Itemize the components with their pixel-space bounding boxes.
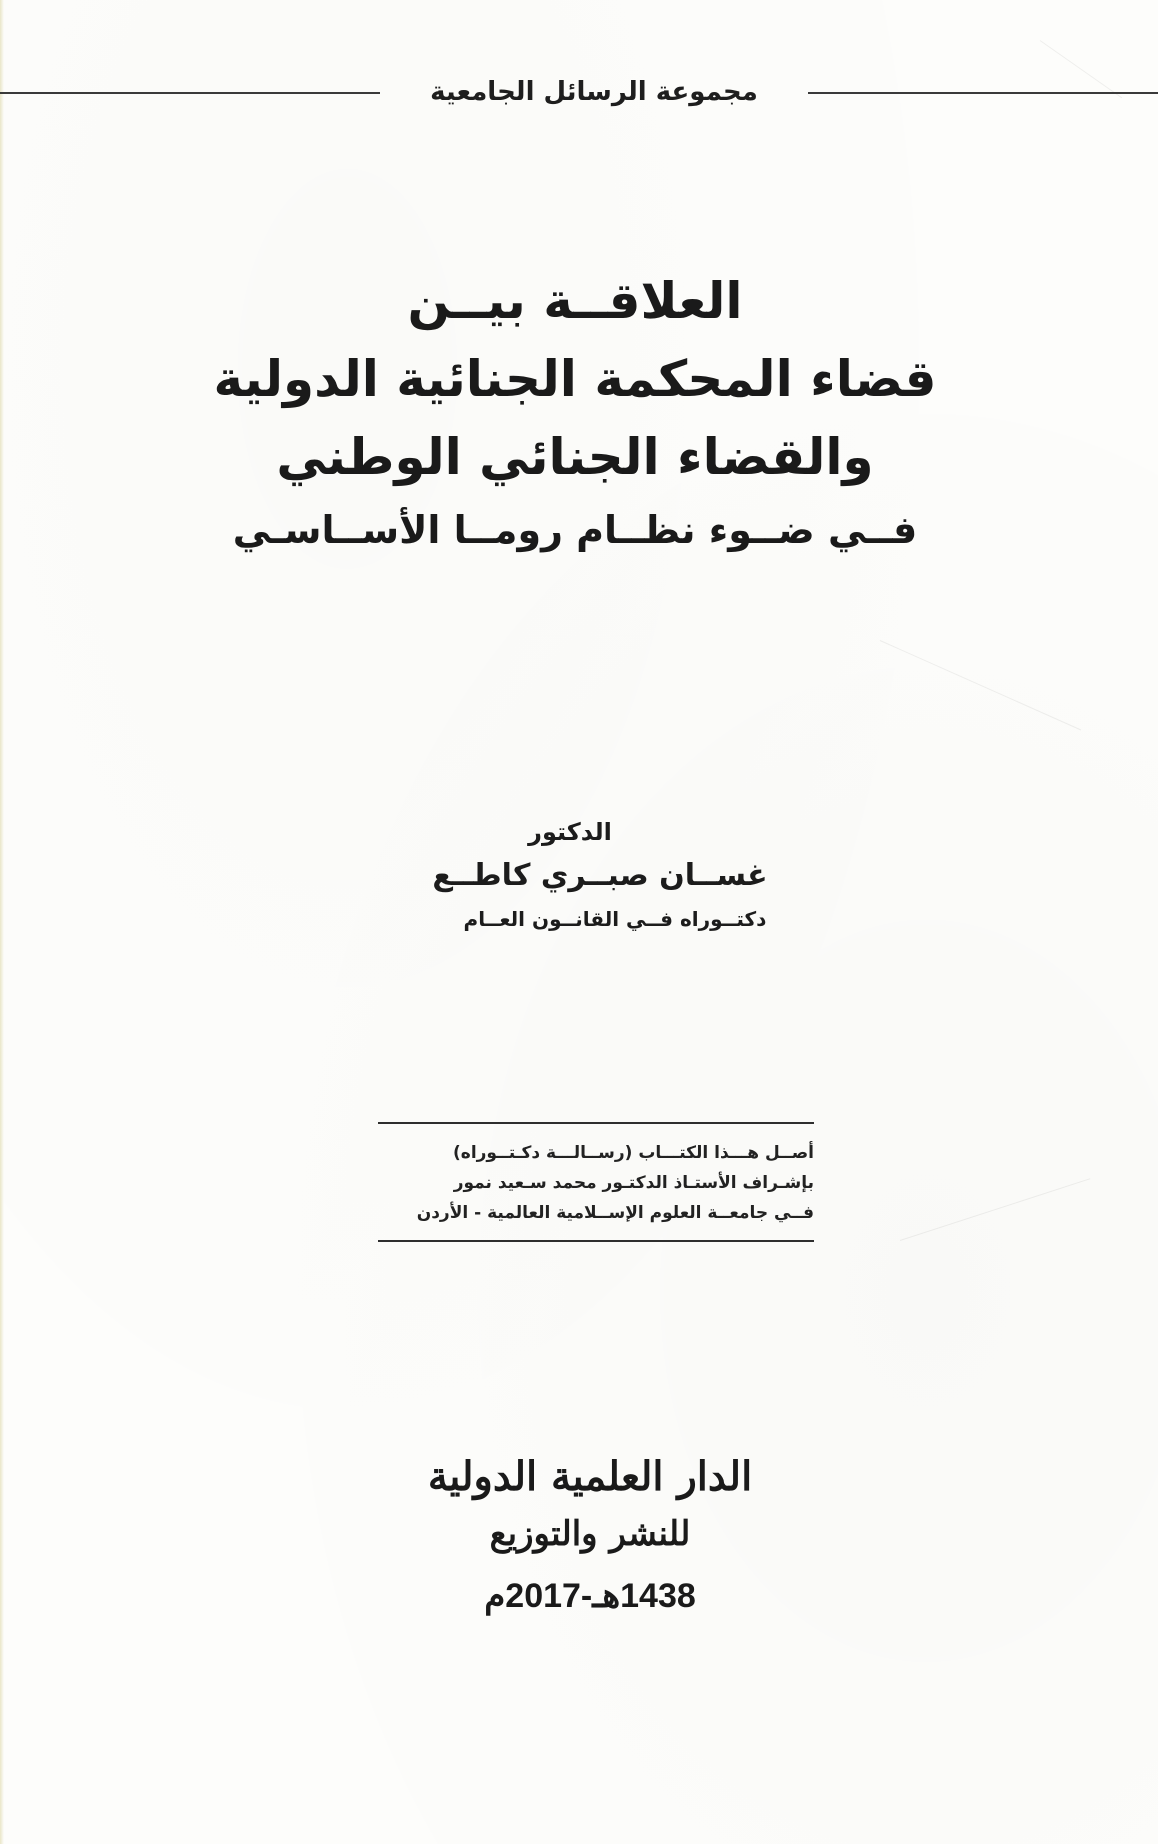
scan-mark <box>880 640 1081 730</box>
scan-mark <box>900 1178 1091 1241</box>
page-edge <box>0 0 4 1844</box>
author-prefix: الدكتور <box>528 818 612 846</box>
publisher-subtitle: للنشر والتوزيع <box>489 1514 691 1554</box>
thesis-note-line-1: أصــل هـــذا الكتـــاب (رســالـــة دكـتــوراه) <box>453 1143 814 1163</box>
author-block <box>380 812 820 938</box>
series-header <box>0 72 1158 112</box>
author-degree: دكتــوراه فــي القانــون العــام <box>463 907 767 931</box>
book-title <box>150 262 1000 562</box>
thesis-note <box>378 1122 814 1242</box>
publisher-name: الدار العلمية الدولية <box>427 1453 753 1500</box>
publisher-logo <box>420 1448 760 1624</box>
series-label: مجموعة الرسائل الجامعية <box>430 77 758 107</box>
series-rule-left <box>0 92 380 94</box>
title-line-1: العلاقــة بيــن <box>407 272 743 330</box>
author-name: غســان صبــري كاطــع <box>432 858 768 893</box>
thesis-note-line-2: بإشـراف الأستـاذ الدكتـور محمد سـعيد نمور <box>453 1173 814 1193</box>
title-subtitle: فــي ضــوء نظــام رومــا الأســاسـي <box>232 508 918 552</box>
series-rule-right <box>808 92 1158 94</box>
title-line-3: والقضاء الجنائي الوطني <box>276 428 874 486</box>
thesis-note-line-3: فــي جامعــة العلوم الإســلامية العالمية - الأردن <box>416 1203 814 1223</box>
publication-year: 1438هـ-2017م <box>484 1577 696 1615</box>
title-line-2: قضاء المحكمة الجنائية الدولية <box>213 350 937 408</box>
